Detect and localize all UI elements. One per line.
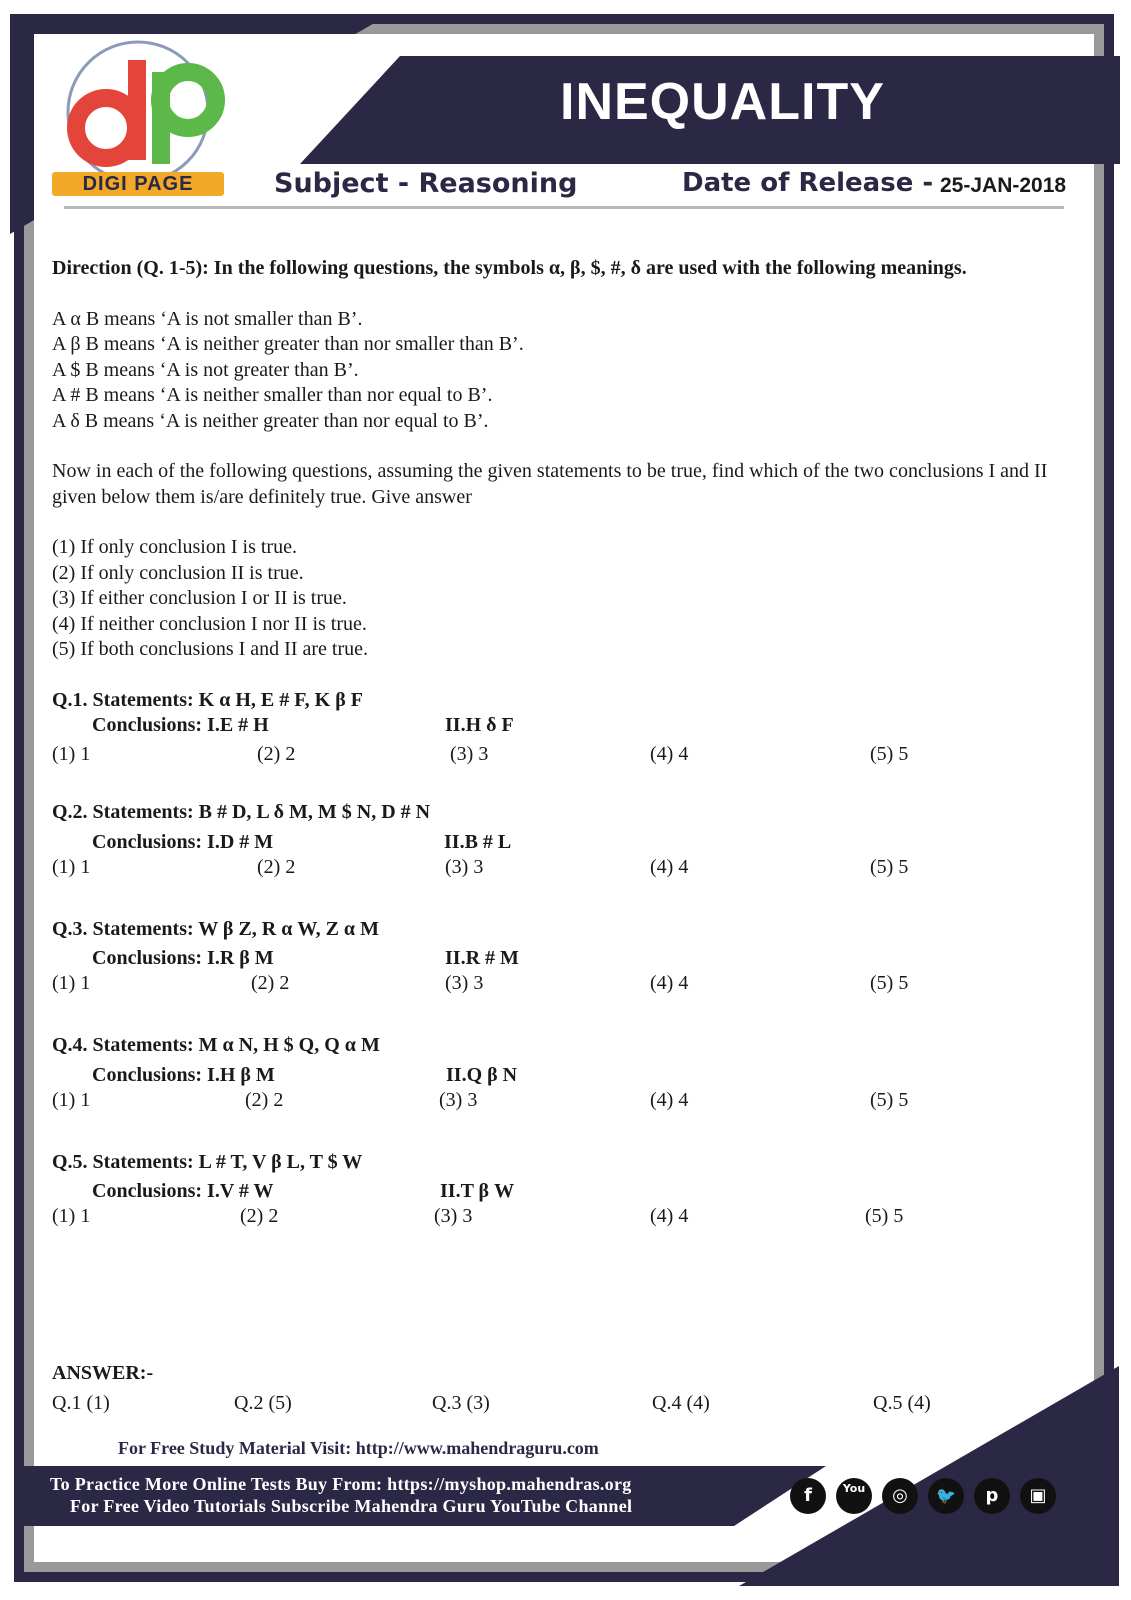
question-conclusions — [52, 1059, 1052, 1088]
option[interactable]: (3) 3 — [445, 855, 484, 878]
logo-letter-d-icon — [76, 60, 146, 160]
question-statement: Q.4. Statements: M α N, H $ Q, Q α M — [52, 1034, 380, 1056]
question-conclusions — [52, 713, 1052, 742]
question-conclusions — [52, 1175, 1052, 1204]
question-4 — [52, 1033, 1052, 1113]
twitter-icon[interactable]: 🐦 — [928, 1478, 964, 1514]
question-options — [52, 1204, 1052, 1229]
question-options — [52, 742, 1052, 767]
conclusion-one: Conclusions: I.V # W — [92, 1180, 274, 1202]
answer-item: Q.3 (3) — [432, 1392, 490, 1414]
conclusion-two: II.R # M — [445, 947, 519, 969]
answer-choice: (3) If either conclusion I or II is true. — [52, 587, 347, 609]
option[interactable]: (5) 5 — [870, 972, 909, 994]
question-options — [52, 855, 1052, 880]
question-conclusions — [52, 942, 1052, 971]
option[interactable]: (4) 4 — [650, 855, 689, 878]
answer-item: Q.4 (4) — [652, 1392, 710, 1414]
option[interactable]: (3) 3 — [439, 1088, 478, 1111]
question-content — [52, 256, 1052, 1229]
meaning-line: A β B means ‘A is neither greater than nor smaller than B’. — [52, 333, 524, 355]
option[interactable]: (1) 1 — [52, 972, 91, 994]
conclusion-two: II.B # L — [444, 830, 512, 853]
question-2 — [52, 800, 1052, 880]
option[interactable]: (2) 2 — [245, 1088, 284, 1111]
question-5 — [52, 1150, 1052, 1230]
answer-item: Q.2 (5) — [234, 1392, 292, 1414]
question-1 — [52, 688, 1052, 768]
option[interactable]: (1) 1 — [52, 1205, 91, 1227]
option[interactable]: (3) 3 — [434, 1205, 473, 1227]
instagram-icon[interactable]: ◎ — [882, 1478, 918, 1514]
youtube-icon[interactable]: You — [836, 1478, 872, 1514]
option[interactable]: (5) 5 — [870, 1088, 909, 1111]
meaning-line: A α B means ‘A is not smaller than B’. — [52, 307, 363, 330]
option[interactable]: (5) 5 — [870, 855, 909, 878]
option[interactable]: (2) 2 — [251, 972, 290, 994]
option[interactable]: (1) 1 — [52, 743, 91, 765]
option[interactable]: (4) 4 — [650, 1205, 689, 1227]
question-statement: Q.3. Statements: W β Z, R α W, Z α M — [52, 917, 379, 940]
instruction-text: Now in each of the following questions, assuming the given statements to be true, find which of the two conclusions I and II given below them is/are definitely true. Give answer — [52, 460, 1048, 508]
conclusion-two: II.H δ F — [445, 714, 514, 736]
pinterest-icon[interactable]: p — [974, 1478, 1010, 1514]
direction-text: Direction (Q. 1-5): In the following questions, the symbols α, β, $, #, δ are used with the following meanings. — [52, 257, 967, 279]
logo-letter-p-icon — [152, 72, 216, 164]
option[interactable]: (2) 2 — [257, 743, 296, 765]
android-icon[interactable]: ▣ — [1020, 1478, 1056, 1514]
logo-band: DIGI PAGE — [52, 172, 224, 196]
question-3 — [52, 917, 1052, 997]
question-options — [52, 971, 1052, 996]
question-options — [52, 1088, 1052, 1113]
meaning-line: A δ B means ‘A is neither greater than nor equal to B’. — [52, 409, 489, 432]
question-statement: Q.5. Statements: L # T, V β L, T $ W — [52, 1150, 363, 1173]
facebook-icon[interactable]: f — [790, 1478, 826, 1514]
footer-shop-text[interactable]: To Practice More Online Tests Buy From: https://myshop.mahendras.org — [50, 1474, 632, 1494]
header-divider — [64, 206, 1064, 209]
release-label: Date of Release - — [682, 168, 934, 198]
option[interactable]: (4) 4 — [650, 972, 689, 994]
answer-choice: (2) If only conclusion II is true. — [52, 561, 304, 584]
answer-choice: (5) If both conclusions I and II are true. — [52, 638, 368, 660]
option[interactable]: (3) 3 — [450, 743, 489, 765]
question-conclusions — [52, 826, 1052, 855]
page-title: INEQUALITY — [560, 73, 885, 131]
answer-choice: (1) If only conclusion I is true. — [52, 536, 297, 558]
conclusion-two: II.Q β N — [446, 1063, 518, 1086]
conclusion-two: II.T β W — [440, 1180, 515, 1202]
answer-heading: ANSWER:- — [52, 1362, 154, 1384]
option[interactable]: (4) 4 — [650, 743, 689, 765]
meaning-line: A $ B means ‘A is not greater than B’. — [52, 358, 359, 381]
meaning-line: A # B means ‘A is neither smaller than nor equal to B’. — [52, 384, 493, 406]
conclusion-one: Conclusions: I.E # H — [92, 714, 269, 736]
question-statement: Q.1. Statements: K α H, E # F, K β F — [52, 688, 363, 711]
conclusion-one: Conclusions: I.R β M — [92, 947, 274, 969]
answer-item: Q.1 (1) — [52, 1392, 110, 1414]
option[interactable]: (3) 3 — [445, 972, 484, 994]
option[interactable]: (4) 4 — [650, 1088, 689, 1111]
study-material-link[interactable]: For Free Study Material Visit: http://www.mahendraguru.com — [118, 1438, 599, 1458]
answer-item: Q.5 (4) — [873, 1392, 931, 1414]
release-date: 25-JAN-2018 — [940, 174, 1067, 197]
option[interactable]: (2) 2 — [240, 1205, 279, 1227]
option[interactable]: (5) 5 — [870, 743, 909, 765]
footer-youtube-text[interactable]: For Free Video Tutorials Subscribe Mahendra Guru YouTube Channel — [70, 1496, 633, 1516]
question-statement: Q.2. Statements: B # D, L δ M, M $ N, D # N — [52, 801, 431, 823]
option[interactable]: (2) 2 — [257, 855, 296, 878]
conclusion-one: Conclusions: I.D # M — [92, 830, 274, 853]
conclusion-one: Conclusions: I.H β M — [92, 1063, 275, 1086]
option[interactable]: (1) 1 — [52, 855, 91, 878]
subject-label: Subject - Reasoning — [274, 168, 578, 199]
answer-choice: (4) If neither conclusion I nor II is true. — [52, 612, 367, 635]
option[interactable]: (5) 5 — [865, 1205, 904, 1227]
option[interactable]: (1) 1 — [52, 1088, 91, 1111]
answer-key — [52, 1392, 1052, 1418]
